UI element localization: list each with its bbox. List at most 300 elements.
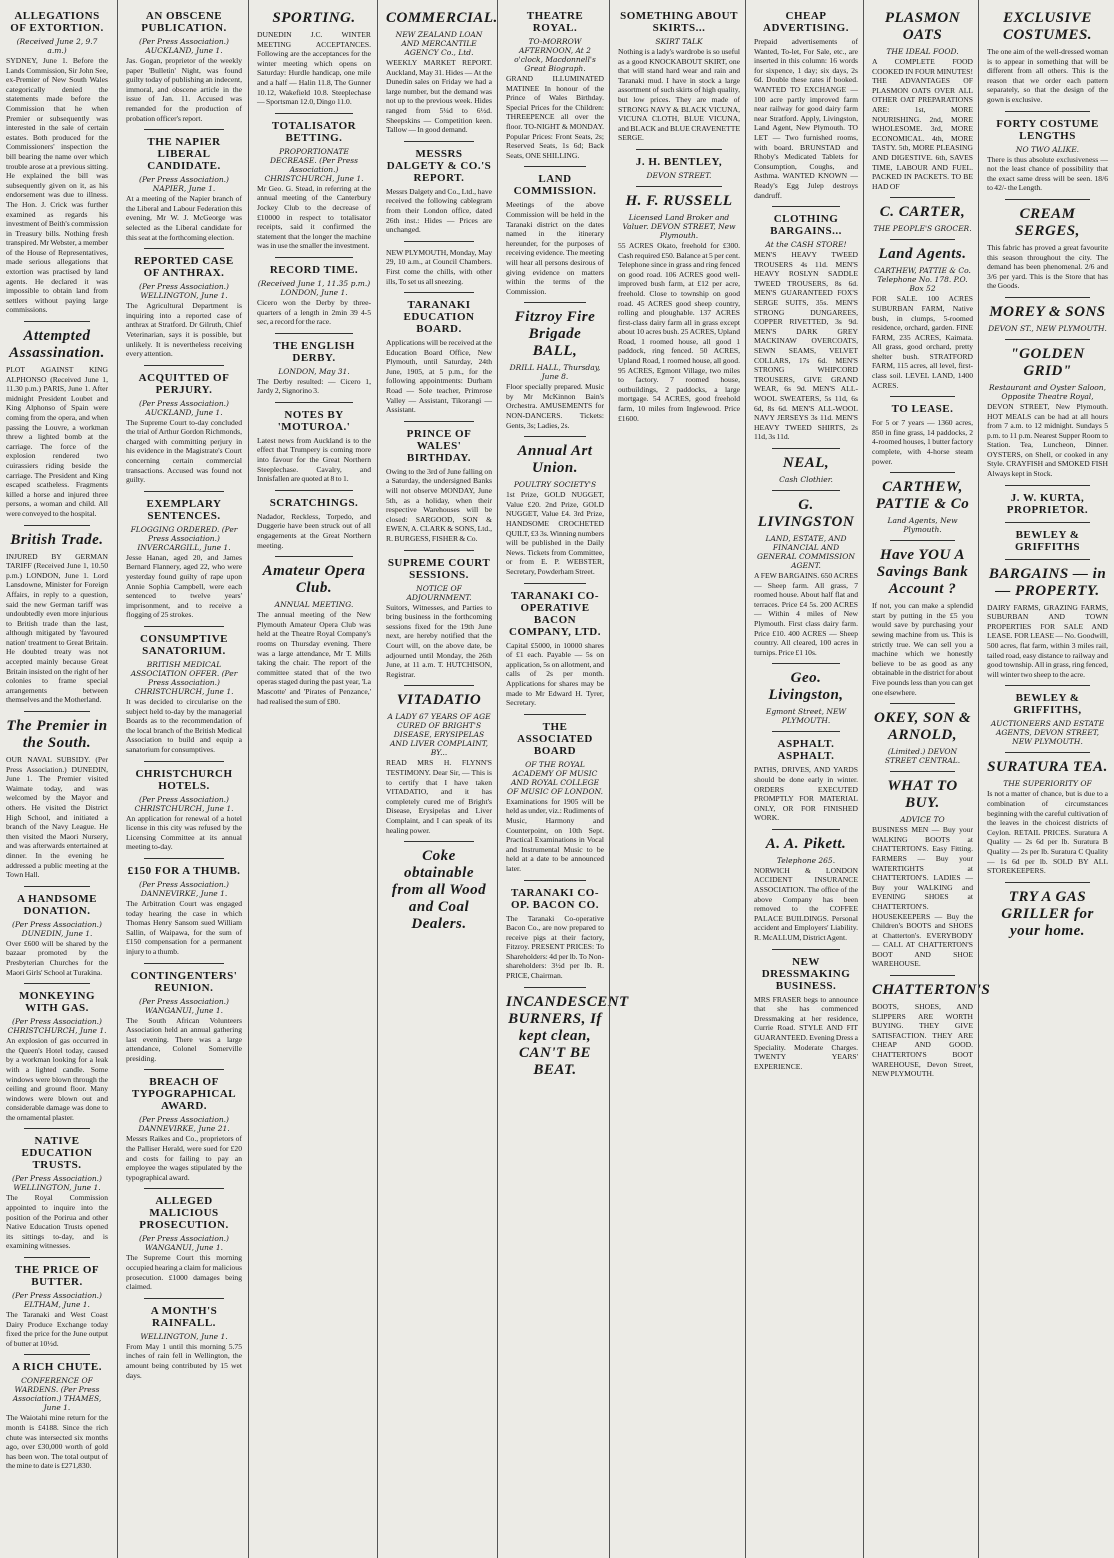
article — [257, 556, 371, 706]
article-body: An explosion of gas occurred in the Queen's Hotel today, caused by a workman looking for a leak with a lighted candle. Some windows were blown through the ceiling and ground floor. Many windows were blown out and considerable damage was done to the ornamental plaster. — [6, 1036, 108, 1122]
article-heading: J. H. BENTLEY, — [635, 155, 723, 168]
article-body: MEN'S HEAVY TWEED TROUSERS 4s 11d. MEN'S HEAVY ROSLYN SADDLE TWEED TROUSERS, 8s 6d. MEN'S GUARANTEED FOX'S SERGE SUITS, 35s. MEN'S STRONG DUNGAREES, COPPER RIVETTED, 3s 9d. MEN'S DARK GREY MACKINAW OVERCOATS, SEWN SEAMS, VELVET COLLARS, 17s 6d. MEN'S STRONG WHIPCORD TROUSERS, GIVE GRAND WEAR, 6s 9d. MEN'S ALL-WOOL SWEATERS, 5s 11d, 6s 6d, 8s 6d. MEN'S ALL-WOOL NAVY JERSEYS 3s 11d. MEN'S HEAVY TWEED SHIRTS, 2s 11d, 3s 11d. — [754, 250, 858, 442]
column-7 — [748, 0, 864, 1558]
article-body: The Arbitration Court was engaged today hearing the case in which Thomas Henry Sansom sued William Sallin, of Waipawa, for the sum of £150 compensation for a permanent injury to a thumb. — [126, 898, 242, 956]
article-dateline: (Per Press Association.) DANNEVIRKE, June 1. — [139, 879, 229, 898]
article — [872, 10, 973, 191]
column-2 — [120, 0, 248, 1558]
article-body: The Supreme Court to-day concluded the trial of Arthur Gordon Richmonds, charged with committing perjury in his evidence in the Magistrate's Court concerning certain commercial transactions. Accused was found not guilty. — [126, 417, 242, 485]
article — [6, 10, 108, 315]
divider — [1005, 685, 1090, 686]
article-body: Jas. Gogan, proprietor of the weekly paper 'Bulletin' Night, was found guilty today of publishing an indecent, immoral, and obscene article in the issue of Jan. 11. Accused was remanded for the production of probation officer's report. — [126, 56, 242, 123]
article — [126, 1069, 242, 1182]
article — [506, 880, 604, 981]
article-heading: SPORTING. — [272, 10, 356, 26]
column-6 — [612, 0, 746, 1558]
article-body: Nothing is a lady's wardrobe is so useful as a good KNOCKABOUT SKIRT, one that will stand hard wear and rain and Taranaki mud. I have in stock a large assortment of such skirts of high quality, but low prices. They are made of STRONG NAVY & BLACK VICUNA, VICUNA CLOTH, BLUE VICUNA, and BLACK and BLUE CRAVENETTE SERGE. — [618, 47, 740, 143]
article-dateline: CARTHEW, PATTIE & Co. Telephone No. 178. P.O. Box 52 — [874, 266, 971, 294]
article — [386, 421, 492, 544]
article-heading: BARGAINS — in — PROPERTY. — [988, 565, 1107, 599]
article-dateline: DEVON STREET. — [646, 170, 712, 180]
article-heading: MONKEYING WITH GAS. — [19, 990, 95, 1015]
article-dateline: LONDON, May 31. — [278, 366, 350, 376]
article-body: OUR NAVAL SUBSIDY. (Per Press Association.) DUNEDIN, June 1. The Premier visited Waimate today, and was welcomed by the Mayor and others. He visited the District High School, and initiated a branch of the Navy League. He then visited the Maori Nursery, and was afterwards entertained at dinner. In the evening he addressed a public meeting at the Town Hall. — [6, 755, 108, 880]
article-body: Prepaid advertisements of Wanted, To-let, For Sale, etc., are inserted in this column: 16 words for sixpence, 1 day; six days, 2s 6d. Double these rates if booked. WANTED TO EXCHANGE — 100 acre partly improved farm near railway for good dairy farm near Stratford. Apply, Livingston, Land Agent, New Plymouth. TO LET — Two furnished rooms, with board. BRUNSTAD and Rhoby's Medicated Tablets for Consumption, Coughs, and Asthma. WANTED KNOWN — Ready's Egg Julep destroys dandruff. — [754, 37, 858, 200]
article — [987, 685, 1108, 746]
divider — [772, 829, 840, 830]
article-heading: A RICH CHUTE. — [12, 1361, 102, 1374]
divider — [404, 241, 474, 242]
article-body: The Taranaki Co-operative Bacon Co., are now prepared to receive pigs at their factory, Fitzroy. PRESENT PRICES: To Shareholders: 4d per lb. To Non-shareholders: 3½d per lb. R. PRICE, Chairman. — [506, 913, 604, 981]
article-body: An application for renewal of a hotel license in this city was refused by the Licensing Committee at its annual meeting to-day. — [126, 813, 242, 852]
article-heading: VITADATIO — [396, 692, 482, 709]
divider — [524, 436, 586, 437]
article — [754, 206, 858, 442]
article-dateline: Cash Clothier. — [779, 474, 833, 484]
article-body: GRAND ILLUMINATED MATINEE In honour of the Prince of Wales Birthday. Special Prices for the Children: THREEPENCE all over the floor. TO-NIGHT & MONDAY. Popular Prices: Front Seats, 2s; Reserved Seats, 1s 6d; Back Seats, ONE SHILLING. — [506, 74, 604, 160]
article — [126, 761, 242, 852]
article-dateline: (Limited.) DEVON STREET CENTRAL. — [884, 747, 961, 766]
divider — [275, 490, 353, 491]
article — [754, 490, 858, 657]
article — [6, 886, 108, 977]
article-heading: TOTALISATOR BETTING. — [271, 119, 357, 144]
article-body: Cicero won the Derby by three-quarters of a length in 2min 39 4-5 sec, a record for the race. — [257, 297, 371, 327]
article — [872, 197, 973, 233]
article-heading: NOTES BY 'MOTUROA.' — [277, 408, 351, 433]
article-body: Capital £5000, in 10000 shares of £1 each. Payable — 5s on application, 5s on allotment, and calls of 2s per month. Applications for shares may be made to Mr Edward H. Tyrer, Secretary. — [506, 640, 604, 708]
article-heading: THE NAPIER LIBERAL CANDIDATE. — [147, 136, 221, 173]
divider — [144, 129, 224, 130]
column-rule — [609, 0, 610, 1558]
divider — [404, 141, 474, 142]
article-body: DAIRY FARMS, GRAZING FARMS, SUBURBAN AND TOWN PROPERTIES FOR SALE AND LEASE. FOR LEASE — No. Goodwill, 500 acres, flat farm, within 3 miles rail, tailed road, easy distance to railway and good township. All in grass, ring fenced, will winter two sheep to the acre. — [987, 602, 1108, 679]
article — [506, 10, 604, 160]
article-heading: A. A. Pikett. — [765, 835, 847, 852]
article-dateline: DEVON ST., NEW PLYMOUTH. — [988, 323, 1107, 333]
article-heading: Land Agents. — [878, 246, 967, 263]
article-body: The Taranaki and West Coast Dairy Produce Exchange today fixed the price for the June output of butter at 10½d. — [6, 1310, 108, 1348]
article — [6, 711, 108, 880]
article-body: 55 ACRES Okato, freehold for £300. Cash required £50. Balance at 5 per cent. Telephone since in grass and ring fenced on good road. 106 ACRES good well-improved bush farm, at £12 per acre, freehold. Close to township on good road. 45 ACRES good sheep country, rolling and ploughable. 137 ACRES first-class dairy farm all in grass except about 10 acres bush. 25 ACRES, Upland Road, 1 roomed house, all good 1 paddock, ring fenced. 50 ACRES, Upland Road, 1 roomed house, all good. 95 ACRES, Egmont Village, two miles to factory. 7 roomed house, outbuildings, 2 paddocks, a large mortgage. 54 ACRES, good freehold farm, 10 miles from Inglewood. Price £1600. — [618, 240, 740, 423]
article-body: INJURED BY GERMAN TARIFF (Received June 1, 10.50 p.m.) LONDON, June 1. Lord Lansdowne, Minister for Foreign Affairs, in reply to a question, said the new German tariff was undoubtedly even more injurious to British trade than the last, although mitigated by 'favoured nation' treatment to Great Britain. He doubted treaty was not accepted mainly because Great Britain insisted on the right of her colonies to frame special arrangements between themselves and the Motherland. — [6, 551, 108, 705]
article — [872, 771, 973, 969]
article-heading: CONTINGENTERS' REUNION. — [130, 969, 238, 994]
article-body: Messrs Raikes and Co., proprietors of the Palliser Herald, were sued for £20 and costs for failing to pay an employee the wages stipulated by the typographical award. — [126, 1134, 242, 1182]
divider — [404, 421, 474, 422]
article-heading: TRY A GAS GRILLER for your home. — [1001, 888, 1094, 939]
article — [618, 10, 740, 143]
article — [386, 292, 492, 415]
article-body: Applications will be received at the Education Board Office, New Plymouth, until Saturday, 24th June, 1905, at 5 p.m., for the following appointments: Durham Road — Sole teacher, Primrose Valley — Assistant, Tikorangi — Assistant. — [386, 338, 492, 415]
article — [386, 241, 492, 286]
article-body: Jesse Hanan, aged 20, and James Bernard Flannery, aged 22, who were yesterday found guilty of rape upon Annie Sophia Campbell, were each sentenced to twelve years' imprisonment, and to receive a flogging of 25 strokes. — [126, 552, 242, 620]
divider — [772, 206, 840, 207]
divider — [890, 197, 955, 198]
article-dateline: (Per Press Association.) ELTHAM, June 1. — [12, 1291, 102, 1310]
article-heading: G. LIVINGSTON — [757, 496, 855, 530]
divider — [24, 1354, 90, 1355]
article — [386, 550, 492, 680]
article-dateline: CONFERENCE OF WARDENS. (Per Press Association.) THAMES, June 1. — [12, 1376, 102, 1413]
article — [257, 113, 371, 251]
article-heading: TARANAKI CO-OPERATIVE BACON COMPANY, LTD. — [509, 589, 601, 638]
divider — [404, 841, 474, 842]
article-heading: SURATURA TEA. — [987, 759, 1108, 776]
article — [506, 987, 629, 1079]
divider — [144, 1298, 224, 1299]
divider — [1005, 752, 1090, 753]
article-body: BOOTS, SHOES, AND SLIPPERS ARE WORTH BUYING. THEY GIVE SATISFACTION. THEY ARE CHEAP AND GOOD. CHATTERTON'S BOOT WAREHOUSE, Devon Street, NEW PLYMOUTH. — [872, 1002, 973, 1079]
article — [618, 186, 740, 423]
column-rule — [377, 0, 378, 1558]
article-body: NORWICH & LONDON ACCIDENT INSURANCE ASSOCIATION. The office of the above Company has been removed to the COFFEE PALACE BUILDINGS. Personal accident and Employers' Liability. R. McALLUM, District Agent. — [754, 865, 858, 943]
article-body: Floor specially prepared. Music by Mr McKinnon Bain's Orchestra. AMUSEMENTS for NON-DANCERS. Tickets: Gents, 3s; Ladies, 2s. — [506, 382, 604, 430]
article-dateline: (Per Press Association.) CHRISTCHURCH, June 1. — [7, 1017, 107, 1036]
article-dateline: (Per Press Association.) WANGANUI, June 1. — [139, 996, 229, 1015]
divider — [275, 402, 353, 403]
article-heading: TO LEASE. — [891, 403, 954, 416]
article-dateline: Telephone 265. — [776, 855, 836, 865]
article — [386, 685, 492, 835]
article-body: DUNEDIN J.C. WINTER MEETING ACCEPTANCES. Following are the acceptances for the winter meeting which opens on Saturday: Hurdle handicap, one mile and a half — Halin 11.8, The Gunner 10.12, Wakefield 10.8. Steeplechase — Sportsman 12.0, Dingo 11.0. — [257, 30, 371, 107]
article-heading: NEAL, — [782, 454, 830, 471]
article — [386, 141, 492, 235]
article-body: PLOT AGAINST KING ALPHONSO (Received June 1, 11.30 p.m.) PARIS, June 1. After midnight President Loubet and King Alphonso of Spain were coming from the opera, and when passing the Louvre, a workman threw a lighted bomb at the carriage. The force of the explosion rendered two cuirassiers riding beside the carriage. The President and King escaped scatheless. Fragments killed a horse and injured three persons, a woman and child. All were conveyed to the hospital. — [6, 365, 108, 518]
article-heading: Coke obtainable from all Wood and Coal Dealers. — [391, 848, 487, 933]
divider — [275, 333, 353, 334]
divider — [1005, 111, 1090, 112]
article-dateline: WELLINGTON, June 1. — [140, 1331, 228, 1341]
article — [257, 490, 371, 550]
article-dateline: DRILL HALL, Thursday, June 8. — [509, 363, 601, 382]
article-heading: J. W. KURTA, PROPRIETOR. — [1006, 491, 1089, 516]
article — [6, 1354, 108, 1471]
article — [126, 365, 242, 485]
article — [872, 472, 973, 534]
article-heading: CREAM SERGES, — [1015, 205, 1080, 239]
divider — [524, 302, 586, 303]
article-dateline: LAND, ESTATE, AND FINANCIAL AND GENERAL COMMISSION AGENT. — [757, 533, 855, 570]
article-body: Mr Geo. G. Stead, in referring at the annual meeting of the Canterbury Jockey Club to the decrease of £10000 in respect to totalisator receipts, said it confirmed the statement that the longer the machine was in use the smaller the investment. — [257, 183, 371, 251]
article-body: MRS FRASER begs to announce that she has commenced Dressmaking at her residence, Currie Road. STYLE AND FIT GUARANTEED. Evening Dress a Speciality. Moderate Charges. TWENTY YEARS' EXPERIENCE. — [754, 994, 858, 1071]
article-heading: NATIVE EDUCATION TRUSTS. — [21, 1135, 93, 1172]
article — [872, 239, 973, 390]
divider — [24, 1128, 90, 1129]
column-1 — [0, 0, 114, 1558]
article-heading: SOMETHING ABOUT SKIRTS... — [620, 10, 738, 34]
article-dateline: Land Agents, New Plymouth. — [887, 516, 958, 535]
article-dateline: (Received June 1, 11.35 p.m.) LONDON, June 1. — [257, 278, 371, 297]
article — [618, 149, 740, 180]
article-body: The annual meeting of the New Plymouth Amateur Opera Club was held at the Theatre Royal Company's rooms on Thursday evening. There was a large attendance, Mr T. Mills taking the chair. The report of the committee stated that of the two operas staged during the past year, 'La Mascotte' and 'Pirates of Penzance,' had realised the sum of £80. — [257, 610, 371, 706]
article — [987, 882, 1108, 940]
article-heading: CONSUMPTIVE SANATORIUM. — [139, 633, 228, 657]
divider — [275, 113, 353, 114]
article-body: Examinations for 1905 will be held as under, viz.: Rudiments of Music, Harmony and Counterpoint, on 10th Sept. Practical Examinations in Vocal and Instrumental Music to be held at a date to be announced later. — [506, 796, 604, 873]
article — [987, 485, 1108, 516]
article-body: Over £600 will be shared by the bazaar promoted by the Presbyterian Churches for the Maori Girls' School at Turakina. — [6, 938, 108, 977]
article-heading: BEWLEY & GRIFFITHS — [1014, 528, 1080, 553]
article-heading: CHEAP ADVERTISING. — [763, 10, 849, 34]
article-heading: MESSRS DALGETY & CO.'S REPORT. — [386, 147, 492, 184]
divider — [404, 685, 474, 686]
divider — [144, 491, 224, 492]
article — [386, 10, 498, 135]
article-dateline: (Per Press Association.) AUCKLAND, June 1. — [139, 37, 229, 55]
divider — [1005, 522, 1090, 523]
article-dateline: (Per Press Association.) WELLINGTON, June 1. — [139, 282, 229, 301]
article-heading: British Trade. — [10, 531, 104, 548]
article-dateline: FLOGGING ORDERED. (Per Press Association.) INVERCARGILL, June 1. — [130, 524, 238, 552]
column-8 — [866, 0, 991, 1558]
column-4 — [380, 0, 498, 1558]
divider — [144, 248, 224, 249]
article-heading: CHRISTCHURCH HOTELS. — [135, 767, 233, 792]
divider — [144, 365, 224, 366]
column-rule — [978, 0, 979, 1558]
divider — [24, 1257, 90, 1258]
divider — [1005, 882, 1090, 883]
article-dateline: POULTRY SOCIETY'S — [513, 480, 597, 490]
divider — [636, 149, 722, 150]
article-dateline: (Per Press Association.) WELLINGTON, June 1. — [12, 1174, 102, 1193]
article-dateline: TO-MORROW AFTERNOON, At 2 o'clock, Macdonnell's Great Biograph. — [514, 37, 596, 73]
article-body: The Supreme Court this morning occupied hearing a claim for malicious prosecution. £1000 damages being claimed. — [126, 1253, 242, 1292]
divider — [144, 761, 224, 762]
divider — [1005, 199, 1090, 200]
article-dateline: ANNUAL MEETING. — [274, 600, 354, 610]
divider — [772, 663, 840, 664]
article-heading: CARTHEW, PATTIE & Co — [875, 479, 970, 513]
article-dateline: (Per Press Association.) DANNEVIRKE, June 21. — [138, 1115, 230, 1134]
article — [6, 321, 108, 519]
article-heading: THEATRE ROYAL. — [526, 10, 584, 34]
divider — [890, 975, 955, 976]
article — [6, 1257, 108, 1348]
article-heading: CHATTERTON'S — [872, 982, 991, 999]
article — [257, 333, 371, 396]
column-rule — [497, 0, 498, 1558]
article — [126, 626, 242, 755]
article-body: PATHS, DRIVES, AND YARDS should be done early in winter. ORDERS EXECUTED PROMPTLY FOR MATERIAL ONLY, OR FOR FINISHED WORK. — [754, 765, 858, 823]
divider — [890, 540, 955, 541]
article — [754, 949, 858, 1072]
article-heading: REPORTED CASE OF ANTHRAX. — [134, 255, 234, 280]
article-heading: Amateur Opera Club. — [262, 563, 366, 597]
article — [126, 1298, 242, 1380]
article-body: There is thus absolute exclusiveness — not the least chance of possibility that the exact same dress will be seen. 18/6 to 42/- the Length. — [987, 154, 1108, 193]
article — [126, 858, 242, 957]
article-heading: MOREY & SONS — [989, 303, 1106, 320]
article-body: A COMPLETE FOOD COOKED IN FOUR MINUTES! THE ADVANTAGES OF PLASMON OATS OVER ALL OTHER OAT PREPARATIONS ARE: 1st, MORE NOURISHING. 2nd, MORE WHOLESOME. 3rd, MORE ECONOMICAL. 4th, MORE TASTY. 5th, MORE PLEASING AND DIGESTIVE. 6th, SAVES TIME, LABOUR AND FUEL. PACKED IN PACKETS. TO BE HAD OF — [872, 57, 973, 191]
article-heading: ACQUITTED OF PERJURY. — [138, 371, 230, 396]
article-dateline: THE PEOPLE'S GROCER. — [873, 224, 972, 234]
article-heading: CLOTHING BARGAINS... — [770, 213, 842, 238]
article-dateline: THE IDEAL FOOD. — [886, 47, 959, 56]
article-body: It was decided to circularise on the subject held to-day by the managerial Boards as to the recommendation of the local branch of the British Medical Association to build and equip a sanatorium for consumptives. — [126, 697, 242, 754]
divider — [890, 771, 955, 772]
article-body: If not, you can make a splendid start by putting in the £5 you would save by purchasing your sewing machine from us. This is strictly true. We can sell you a machine which we honestly believe to be as good as any obtainable in the district for about Five pounds less than you can get one elsewhere. — [872, 601, 973, 697]
article-body: A FEW BARGAINS. 650 ACRES — Sheep farm. All grass, 7 roomed house. About half flat and terraces. Price £4 5s. 200 ACRES — Within 4 miles of New Plymouth. First class dairy farm. Price £10. 400 ACRES — Sheep country. All cleared, 100 acres in turnips. Price £1 10s. — [754, 570, 858, 657]
article — [506, 436, 604, 576]
article-heading: EXEMPLARY SENTENCES. — [146, 497, 222, 522]
article — [126, 963, 242, 1064]
column-rule — [117, 0, 118, 1558]
article-dateline: Restaurant and Oyster Saloon, Opposite Theatre Royal, — [989, 382, 1106, 401]
divider — [24, 886, 90, 887]
article-body: From May 1 until this morning 5.75 inches of rain fell in Wellington, the amount being contributed by 15 wet days. — [126, 1341, 242, 1380]
article-heading: BEWLEY & GRIFFITHS, — [1013, 692, 1082, 717]
article-heading: ASPHALT. ASPHALT. — [777, 738, 835, 763]
divider — [144, 858, 224, 859]
divider — [890, 472, 955, 473]
article — [987, 752, 1108, 875]
article — [126, 248, 242, 359]
divider — [144, 626, 224, 627]
article-heading: A HANDSOME DONATION. — [17, 892, 97, 917]
divider — [524, 714, 586, 715]
article-heading: ALLEGED MALICIOUS PROSECUTION. — [139, 1195, 229, 1232]
article-dateline: OF THE ROYAL ACADEMY OF MUSIC AND ROYAL COLLEGE OF MUSIC OF LONDON. — [506, 759, 604, 796]
article-body: SYDNEY, June 1. Before the Lands Commission, Sir John See, ex-Premier of New South Wales categorically denied the statements made before the Commission that he when Premier or subsequently was interested in the sale of certain estates. Both produced for the Commissioners' inspection the bill bearing the name over which trouble arose at a previous sitting. He explained the bill was subsequently given on it, as his endorsement was due to illness. The Hon. J. Crick was further examined as regards his investment of Beith's commission in Treasury bills. Nothing fresh transpired. Mr Webster, a member of the House of Representatives, made serious allegations that extortion was practised by land agents. He declared it was impossible to obtain land from settlers without paying large commissions. — [6, 56, 108, 315]
divider — [24, 321, 90, 322]
article-heading: TARANAKI CO-OP. BACON CO. — [511, 886, 599, 911]
article — [872, 396, 973, 466]
article-dateline: At the CASH STORE! — [765, 240, 847, 250]
divider — [144, 1069, 224, 1070]
article — [987, 339, 1108, 479]
article-heading: COMMERCIAL. — [386, 10, 498, 26]
article-body: The South African Volunteers Association held an annual gathering last evening. There was a large attendance, Colonel Somerville presiding. — [126, 1015, 242, 1063]
article — [754, 731, 858, 823]
article-heading: Fitzroy Fire Brigade BALL, — [514, 309, 596, 360]
article — [987, 297, 1108, 333]
divider — [275, 556, 353, 557]
article — [506, 302, 604, 430]
article — [987, 559, 1108, 680]
article-dateline: PROPORTIONATE DECREASE. (Per Press Association.) CHRISTCHURCH, June 1. — [264, 146, 364, 183]
article-body: BUSINESS MEN — Buy your WALKING BOOTS at CHATTERTON'S. Easy Fitting. FARMERS — Buy your WATERTIGHTS at CHATTERTON'S. LADIES — Buy your WALKING and EVENING SHOES at CHATTERTON'S. HOUSEKEEPERS — Buy the Children's BOOTS and SHOES at Chatterton's. EVERYBODY — CALL AT CHATTERTON'S BOOT AND SHOE WAREHOUSE. — [872, 825, 973, 969]
divider — [24, 711, 90, 712]
divider — [1005, 485, 1090, 486]
article-body: The Agricultural Department is inquiring into a reported case of anthrax at Stratford. Dr Gilruth, Chief Veterinarian, says it is possible, but unlikely. It is nevertheless receiving every attention. — [126, 301, 242, 359]
article-body: Is not a matter of chance, but is due to a combination of circumstances beginning with the careful cultivation of the leaves in the choicest districts of Ceylon. RETAIL PRICES. Suratura A Quality — 2s 6d per lb. Suratura B Quality — 2s per lb. Suratura C Quality — 1s 6d per lb. SOLD BY ALL STOREKEEPERS. — [987, 789, 1108, 876]
divider — [636, 186, 722, 187]
article-heading: INCANDESCENT BURNERS, If kept clean, CAN'T BE BEAT. — [506, 993, 629, 1078]
article-body: For 5 or 7 years — 1360 acres, 850 in fine grass, 14 paddocks, 2 4-roomed houses, 1 butter factory complete, with 4-horse steam power. — [872, 418, 973, 466]
article — [257, 402, 371, 484]
divider — [24, 983, 90, 984]
divider — [772, 949, 840, 950]
column-rule — [248, 0, 249, 1558]
article — [506, 583, 604, 708]
article — [257, 257, 371, 327]
article — [872, 703, 973, 765]
article — [506, 166, 604, 296]
article-heading: The Premier in the South. — [6, 718, 108, 752]
divider — [524, 166, 586, 167]
article-heading: £150 FOR A THUMB. — [127, 864, 241, 877]
article-dateline: SKIRT TALK — [655, 37, 703, 46]
article — [126, 491, 242, 620]
divider — [144, 1188, 224, 1189]
divider — [404, 292, 474, 293]
article — [506, 714, 604, 874]
article — [126, 1188, 242, 1291]
article-heading: THE ASSOCIATED BOARD — [517, 720, 593, 757]
article-heading: THE ENGLISH DERBY. — [273, 339, 355, 364]
article-heading: EXCLUSIVE COSTUMES. — [1002, 10, 1093, 43]
article-heading: Geo. Livingston, — [768, 670, 844, 704]
article-heading: FORTY COSTUME LENGTHS — [996, 117, 1099, 142]
article-heading: THE PRICE OF BUTTER. — [14, 1264, 100, 1289]
article — [6, 1128, 108, 1251]
article-body: Nadador, Reckless, Torpedo, and Duggerie have been struck out of all engagements at the Great Northern meeting. — [257, 511, 371, 550]
article-body: Meetings of the above Commission will be held in the Taranaki district on the dates named in the itinerary hereunder, for the purposes of receiving evidence. The meeting will hear all persons desirous of giving evidence on matters within the terms of the Commission. — [506, 200, 604, 296]
article-heading: A MONTH'S RAINFALL. — [150, 1304, 218, 1329]
article — [754, 829, 858, 943]
article — [987, 111, 1108, 193]
article-dateline: AUCTIONEERS AND ESTATE AGENTS, DEVON STREET, NEW PLYMOUTH. — [990, 719, 1105, 747]
article-heading: BREACH OF TYPOGRAPHICAL AWARD. — [131, 1076, 237, 1113]
article-body: Latest news from Auckland is to the effect that Trumpery is coming more into favour for the Great Northern Steeplechase. Cavalry, and Innisfallen are quoted at 8 to 1. — [257, 435, 371, 484]
article-heading: WHAT TO BUY. — [887, 778, 958, 812]
article-body: The Royal Commission appointed to inquire into the position of the Porirua and other Native Education Trusts opened its sittings to-day, and is examining witnesses. — [6, 1193, 108, 1251]
article-dateline: Egmont Street, NEW PLYMOUTH. — [765, 707, 847, 726]
divider — [772, 731, 840, 732]
article — [754, 10, 858, 200]
article-dateline: (Received June 2, 9.7 a.m.) — [16, 37, 98, 55]
article-heading: H. F. RUSSELL — [625, 192, 733, 209]
article-heading: "GOLDEN GRID" — [1010, 345, 1085, 379]
article-body: Messrs Dalgety and Co., Ltd., have received the following cablegram from their London office, dated 26th inst.: Hides — Prices are unchanged. — [386, 186, 492, 235]
article-heading: OKEY, SON & ARNOLD, — [873, 710, 972, 744]
divider — [524, 880, 586, 881]
divider — [1005, 339, 1090, 340]
article-heading: SCRATCHINGS. — [269, 496, 359, 509]
article-heading: RECORD TIME. — [269, 263, 359, 276]
article-dateline: (Per Press Association.) NAPIER, June 1. — [139, 175, 229, 194]
article-dateline: ADVICE TO — [900, 815, 945, 825]
article-body: The Waiotahi mine return for the month is £4188. Since the rich chute was intersected six months ago, over £30,000 worth of gold has been won. The total output of the mine to date is £271,830. — [6, 1413, 108, 1471]
divider — [524, 987, 586, 988]
article-heading: PRINCE OF WALES' BIRTHDAY. — [406, 427, 472, 464]
article-heading: PLASMON OATS — [884, 10, 961, 43]
article — [754, 448, 858, 484]
article — [987, 199, 1108, 291]
article — [6, 983, 108, 1122]
article-body: This fabric has proved a great favourite this season throughout the city. The demand has been phenomenal. 2/6 and 3/6 per yard. This is the Store that has the Goods. — [987, 242, 1108, 291]
divider — [275, 257, 353, 258]
article-body: FOR SALE. 100 ACRES SUBURBAN FARM, Native bush, in clumps, 5-roomed residence, orchard, garden. FINE FARM, 235 ACRES, Kaimata. All grass, good orchard, pretty shelter bush. STRATFORD FARM, 115 acres, all level, first-class soil. LEVEL LAND, 1400 ACRES. — [872, 294, 973, 390]
article — [257, 10, 371, 107]
article-body: At a meeting of the Napier branch of the Liberal and Labour Federation this evening, Mr W. J. McGeorge was selected as the Liberal candidate for this seat at the forthcoming election. — [126, 194, 242, 242]
article-heading: ALLEGATIONS OF EXTORTION. — [10, 10, 104, 34]
article — [126, 10, 242, 123]
article — [872, 540, 973, 697]
article-dateline: NO TWO ALIKE. — [1015, 144, 1080, 154]
article-dateline: (Per Press Association.) CHRISTCHURCH, June 1. — [134, 794, 234, 813]
article-body: The Derby resulted: — Cicero 1, Jardy 2, Signorino 3. — [257, 376, 371, 396]
divider — [890, 239, 955, 240]
divider — [1005, 559, 1090, 560]
divider — [890, 703, 955, 704]
divider — [772, 490, 840, 491]
article-heading: Annual Art Union. — [517, 443, 593, 477]
article — [987, 522, 1108, 553]
article-heading: C. CARTER, — [879, 204, 966, 221]
